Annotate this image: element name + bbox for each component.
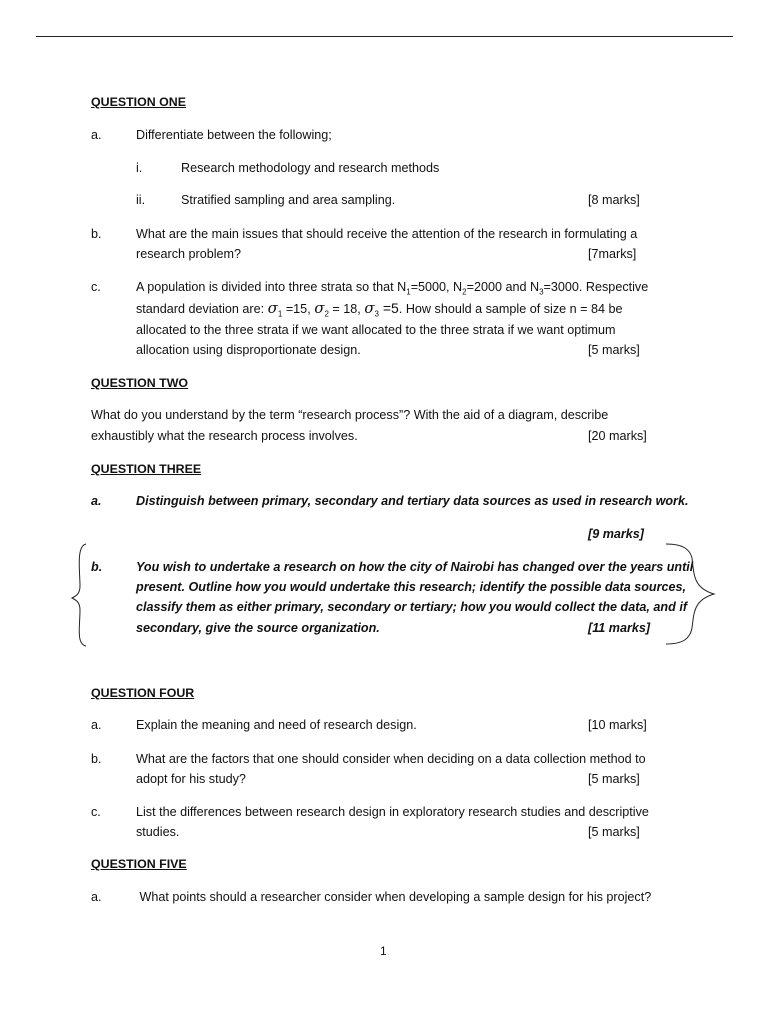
q3-a-label: a. [91, 494, 102, 508]
q1-c-line3: allocated to the three strata if we want allocated to the three strata if we want optimum [136, 323, 616, 337]
q2-marks: [20 marks] [588, 429, 647, 443]
sigma-3-symbol: σ [364, 299, 375, 317]
q1-c-line2: standard deviation are: $\sigma_1 =15$, $\sigma_2 = 18$, $\sigma_3 =5$. How should a sample of size n = 84 be [136, 299, 623, 319]
q4-c-line2: studies. [136, 825, 180, 839]
q4-b-marks: [5 marks] [588, 772, 640, 786]
question-one-heading: QUESTION ONE [91, 95, 187, 109]
q3-b-marks: [11 marks] [588, 621, 651, 635]
q1-ii-label: ii. [136, 193, 146, 207]
sigma-2-symbol: σ [314, 299, 325, 317]
q4-c-marks: [5 marks] [588, 825, 640, 839]
q3-b-label: b. [91, 560, 103, 574]
q4-a-text: Explain the meaning and need of research design. [136, 718, 417, 732]
q3-a-marks: [9 marks] [588, 527, 645, 541]
sigma-1-symbol: σ [267, 299, 278, 317]
q3-b-line2: present. Outline how you would undertake this research; identify the possible data sources, [136, 580, 687, 594]
question-five-heading: QUESTION FIVE [91, 857, 187, 871]
question-two-heading: QUESTION TWO [91, 376, 189, 390]
q4-c-line1: List the differences between research design in exploratory research studies and descriptive [136, 805, 649, 819]
question-four-heading: QUESTION FOUR [91, 686, 195, 700]
q1-c-label: c. [91, 280, 101, 294]
q1-i-label: i. [136, 161, 143, 175]
header-rule [36, 36, 733, 37]
q4-b-line1: What are the factors that one should consider when deciding on a data collection method to [136, 752, 646, 766]
q1-b-line1: What are the main issues that should receive the attention of the research in formulating a [136, 227, 638, 241]
q3-b-line1: You wish to undertake a research on how the city of Nairobi has changed over the years until [136, 560, 694, 574]
question-three-heading: QUESTION THREE [91, 462, 202, 476]
q1-b-label: b. [91, 227, 102, 241]
q5-a-label: a. [91, 890, 102, 904]
q4-a-marks: [10 marks] [588, 718, 647, 732]
q1-a-label: a. [91, 128, 102, 142]
q1-ii-text: Stratified sampling and area sampling. [181, 193, 396, 207]
page-number: 1 [380, 944, 387, 958]
q4-a-label: a. [91, 718, 102, 732]
q1-ii-marks: [8 marks] [588, 193, 640, 207]
q4-c-label: c. [91, 805, 101, 819]
q4-b-line2: adopt for his study? [136, 772, 246, 786]
q3-b-line3: classify them as either primary, secondary or tertiary; how you would collect the data, and if [136, 600, 688, 614]
right-brace [664, 542, 720, 648]
q1-b-marks: [7marks] [588, 247, 637, 261]
q1-b-line2: research problem? [136, 247, 241, 261]
q3-a-text: Distinguish between primary, secondary and tertiary data sources as used in research work. [136, 494, 689, 508]
q2-line2: exhaustibly what the research process involves. [91, 429, 358, 443]
q1-c-marks: [5 marks] [588, 343, 640, 357]
q2-line1: What do you understand by the term “research process”? With the aid of a diagram, describe [91, 408, 609, 422]
q1-i-text: Research methodology and research methods [181, 161, 440, 175]
q1-c-line4: allocation using disproportionate design. [136, 343, 361, 357]
q4-b-label: b. [91, 752, 102, 766]
q3-b-line4: secondary, give the source organization. [136, 621, 380, 635]
q1-c-line1: A population is divided into three strata so that $N_1=5000$, $N_2=2000$ and $N_3=3000$. Respective [136, 280, 649, 297]
left-brace [70, 542, 94, 648]
q1-a-text: Differentiate between the following; [136, 128, 332, 142]
q5-a-text: What points should a researcher consider when developing a sample design for his project? [136, 890, 652, 904]
